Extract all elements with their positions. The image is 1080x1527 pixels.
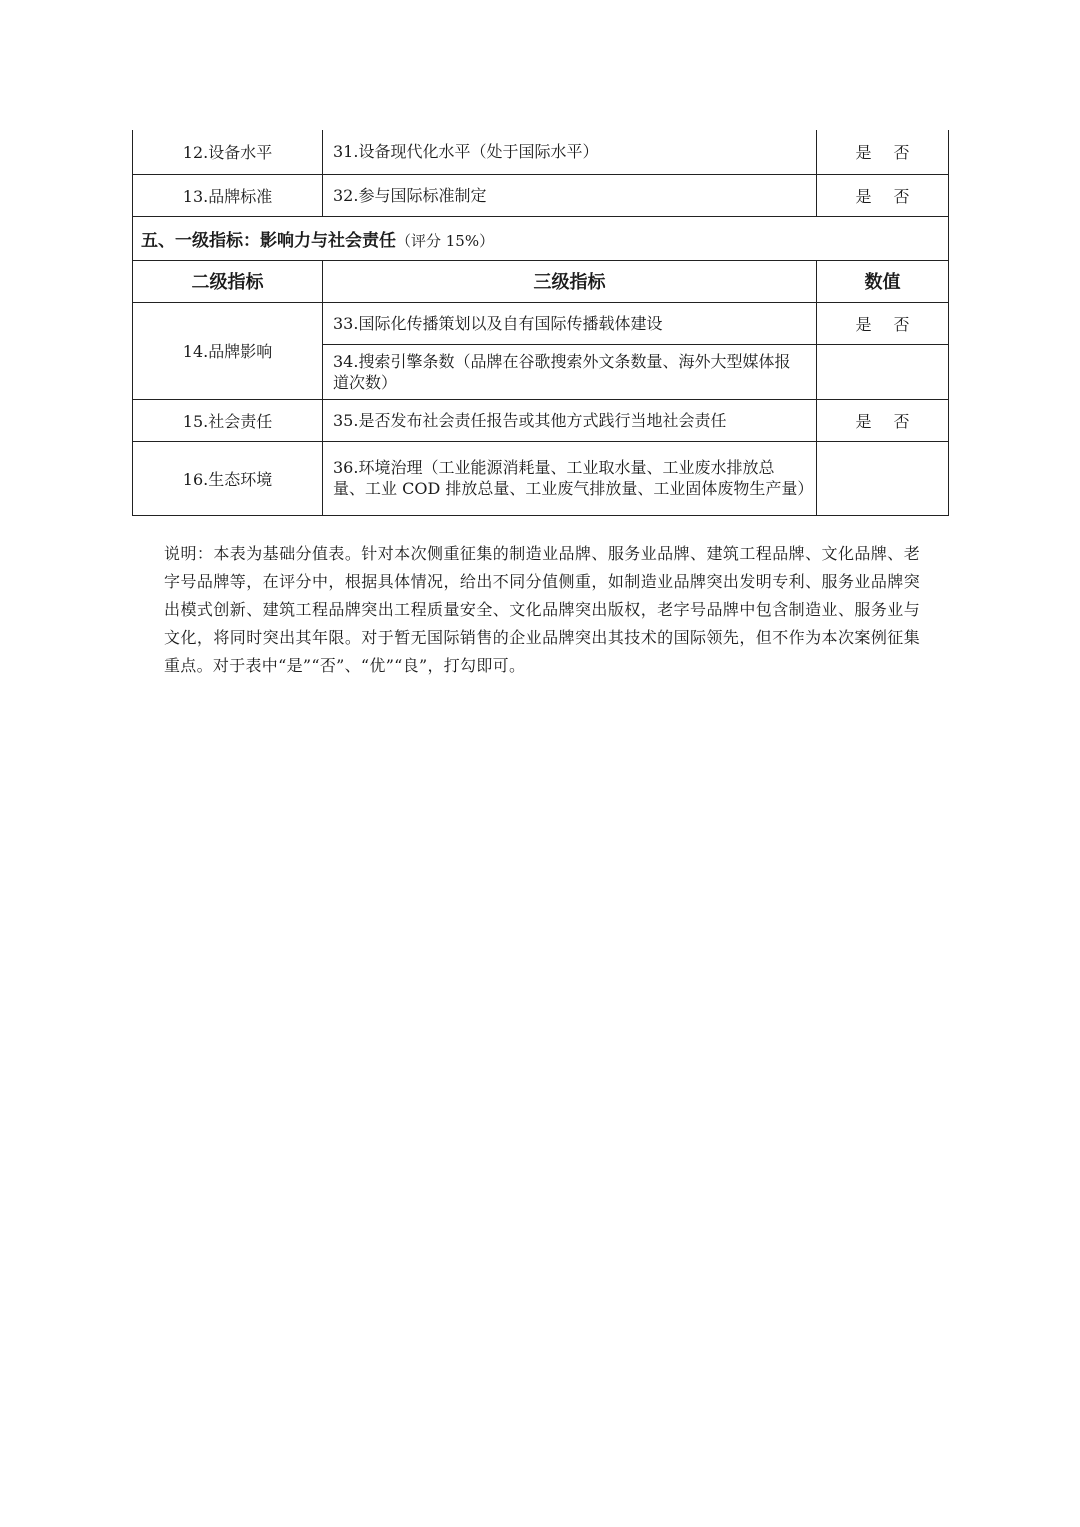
value-cell bbox=[817, 399, 949, 441]
level3-cell: 35.是否发布社会责任报告或其他方式践行当地社会责任 bbox=[323, 399, 817, 441]
table-row bbox=[133, 399, 949, 441]
level3-cell: 36.环境治理（工业能源消耗量、工业取水量、工业废水排放总量、工业 COD 排放总量、工业废气排放量、工业固体废物生产量） bbox=[323, 441, 817, 515]
value-cell bbox=[817, 302, 949, 344]
section-title: 五、一级指标：影响力与社会责任 bbox=[141, 230, 396, 251]
table-row bbox=[133, 302, 949, 344]
level2-cell: 15.社会责任 bbox=[133, 399, 323, 441]
level3-cell: 33.国际化传播策划以及自有国际传播载体建设 bbox=[323, 302, 817, 344]
no-option[interactable]: 否 bbox=[893, 143, 910, 163]
yes-option[interactable]: 是 bbox=[855, 186, 872, 206]
value-cell bbox=[817, 174, 949, 216]
level3-cell: 34.搜索引擎条数（品牌在谷歌搜索外文条数量、海外大型媒体报道次数） bbox=[323, 344, 817, 399]
section-weight-note: （评分 15%） bbox=[396, 231, 495, 250]
value-cell[interactable] bbox=[817, 441, 949, 515]
table-row bbox=[133, 441, 949, 515]
value-cell bbox=[817, 130, 949, 174]
indicator-table bbox=[132, 130, 949, 516]
yes-option[interactable]: 是 bbox=[855, 314, 872, 334]
yes-option[interactable]: 是 bbox=[855, 143, 872, 163]
explanation-paragraph: 说明：本表为基础分值表。针对本次侧重征集的制造业品牌、服务业品牌、建筑工程品牌、文化品牌、老字号品牌等，在评分中，根据具体情况，给出不同分值侧重，如制造业品牌突出发明专利、服务业品牌突出模式创新、建筑工程品牌突出工程质量安全、文化品牌突出版权，老字号品牌中包含制造业、服务业与文化，将同时突出其年限。对于暂无国际销售的企业品牌突出其技术的国际领先，但不作为本次案例征集重点。对于表中“是”“否”、“优”“良”，打勾即可。 bbox=[164, 544, 920, 675]
level2-cell: 14.品牌影响 bbox=[133, 302, 323, 399]
level2-cell: 13.品牌标准 bbox=[133, 174, 323, 216]
header-row bbox=[133, 260, 949, 302]
level2-cell: 16.生态环境 bbox=[133, 441, 323, 515]
no-option[interactable]: 否 bbox=[893, 314, 910, 334]
value-cell[interactable] bbox=[817, 344, 949, 399]
section-title-cell bbox=[133, 216, 949, 260]
no-option[interactable]: 否 bbox=[893, 411, 910, 431]
level3-cell: 32.参与国际标准制定 bbox=[323, 174, 817, 216]
section-row bbox=[133, 216, 949, 260]
table-row bbox=[133, 130, 949, 174]
level3-cell: 31.设备现代化水平（处于国际水平） bbox=[323, 130, 817, 174]
level2-cell: 12.设备水平 bbox=[133, 130, 323, 174]
no-option[interactable]: 否 bbox=[893, 186, 910, 206]
header-value: 数值 bbox=[817, 260, 949, 302]
table-row bbox=[133, 174, 949, 216]
yes-option[interactable]: 是 bbox=[855, 411, 872, 431]
header-level3: 三级指标 bbox=[323, 260, 817, 302]
header-level2: 二级指标 bbox=[133, 260, 323, 302]
